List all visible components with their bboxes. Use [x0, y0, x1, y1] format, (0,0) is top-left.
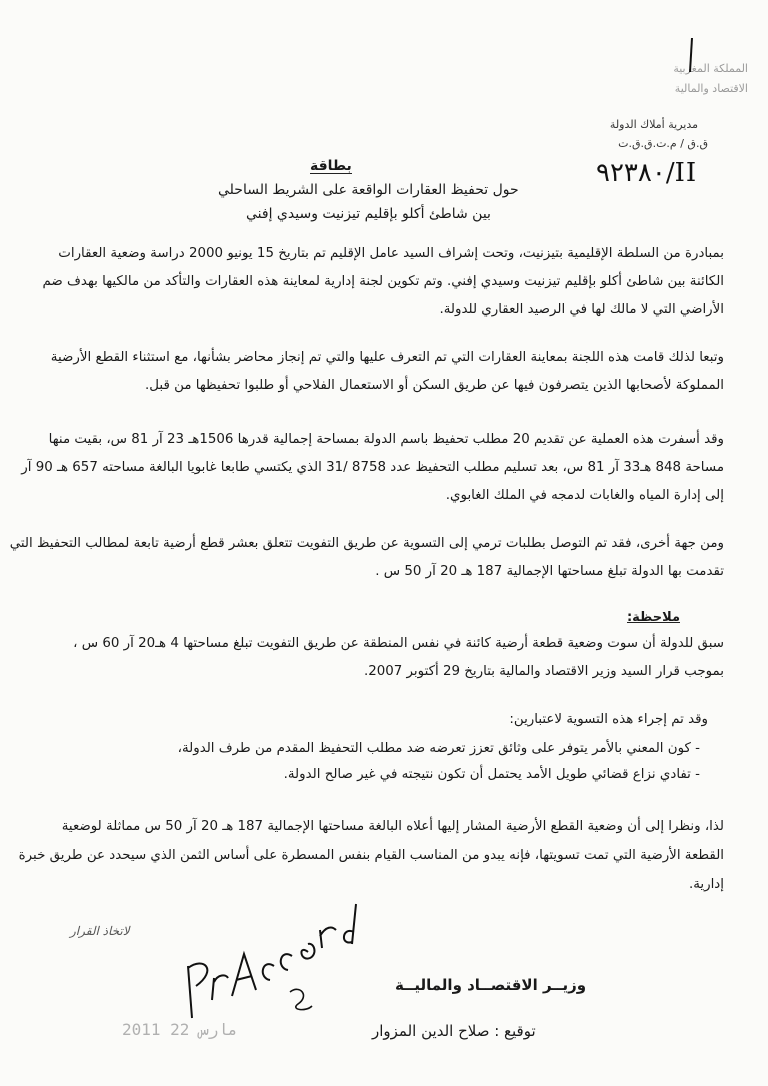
- header-stamp: [598, 62, 748, 106]
- reference-number: ٩٢٣٨٠/II: [596, 158, 698, 188]
- paragraph-commission: [36, 344, 724, 400]
- paragraph-line: إدارية.: [688, 877, 724, 892]
- document-title: بطاقة: [310, 158, 352, 174]
- paragraph-line: الأراضي التي لا مالك لها في الرصيد العقاري للدولة.: [439, 302, 724, 317]
- handwritten-approval-signature: [170, 900, 410, 1030]
- paragraph-line: الكائنة بين شاطئ أكلو بإقليم تيزنيت وسيدي إفني. وتم تكوين لجنة إدارية لمعاينة هذه العقارات والتأكد من مالكيها بهدف ضم: [42, 274, 724, 289]
- list-item: - كون المعني بالأمر يتوفر على وثائق تعزز تعرضه ضد مطلب التحفيظ المقدم من طرف الدولة،: [177, 741, 700, 756]
- paragraph-results: [21, 426, 724, 510]
- paragraph-line: تقدمت بها الدولة تبلغ مساحتها الإجمالية 187 هـ 20 آر 50 س .: [375, 564, 724, 579]
- paragraph-line: وقد أسفرت هذه العملية عن تقديم 20 مطلب تحفيظ باسم الدولة بمساحة إجمالية قدرها 1506هـ 23 آر 81 س، بقيت منها: [48, 432, 724, 447]
- decision-label: لاتخاذ القرار: [70, 924, 130, 938]
- paragraph-line: وتبعا لذلك قامت هذه اللجنة بمعاينة العقارات التي تم التعرف عليها والتي تم إنجاز محاضر بشأنها، مع استثناء القطع الأرضية: [50, 350, 724, 365]
- corner-pen-mark: [683, 36, 699, 76]
- paragraph-line: بمبادرة من السلطة الإقليمية بتيزنيت، وتحت إشراف السيد عامل الإقليم تم بتاريخ 15 يونيو 2000 دراسة وضعية العقارات: [58, 246, 724, 261]
- document-subtitle-line2: بين شاطئ أكلو بإقليم تيزنيت وسيدي إفني: [246, 206, 491, 222]
- document-subtitle-line1: حول تحفيظ العقارات الواقعة على الشريط الساحلي: [218, 182, 519, 198]
- paragraph-note: [36, 630, 724, 686]
- department-name: مديرية أملاك الدولة: [609, 118, 698, 131]
- paragraph-line: إلى إدارة المياه والغابات لدمجه في الملك الغابوي.: [445, 488, 724, 503]
- list-item: - تفادي نزاع قضائي طويل الأمد يحتمل أن تكون نتيجته في غير صالح الدولة.: [283, 767, 700, 782]
- received-date-stamp: 2011 مارس 22: [122, 1020, 238, 1039]
- signatory-name: توقيع : صلاح الدين المزوار: [372, 1022, 536, 1040]
- paragraph-line: مساحة 848 هـ33 آر 81 س، بعد تسليم مطلب التحفيظ عدد 8758 /31 الذي يكتسي طابعا غابويا البالغة مساحته 657 هـ 90 آر: [21, 460, 724, 475]
- note-label: ملاحظة:: [626, 610, 680, 625]
- department-code: ق.ق / م.ت.ق.ق.ت: [618, 137, 708, 150]
- header-stamp-line1: المملكة المغربية: [673, 62, 748, 75]
- paragraph-line: بموجب قرار السيد وزير الاقتصاد والمالية بتاريخ 29 أكتوبر 2007.: [363, 664, 724, 679]
- paragraph-line: القطعة الأرضية التي تمت تسويتها، فإنه يبدو من المناسب القيام بنفس المسطرة على أساس الثمن الذي سيحدد عن طريق خبرة: [18, 848, 724, 863]
- paragraph-initiative: [36, 240, 724, 324]
- considerations-list: [178, 736, 700, 788]
- paragraph-line: المملوكة لأصحابها الذين يتصرفون فيها عن طريق السكن أو الاستعمال الفلاحي أو طلبوا تحفيظها من قبل.: [145, 378, 724, 393]
- paragraph-line: سبق للدولة أن سوت وضعية قطعة أرضية كائنة في نفس المنطقة عن طريق التفويت تبلغ مساحتها 4 هـ20 آر 60 س ،: [73, 636, 724, 651]
- paragraph-line: ومن جهة أخرى، فقد تم التوصل بطلبات ترمي إلى التسوية عن طريق التفويت تتعلق بعشر قطع أرضية تابعة لمطالب التحفيظ التي: [9, 536, 724, 551]
- paragraph-conclusion: [18, 812, 724, 899]
- paragraph-requests: [9, 530, 724, 586]
- header-stamp-line2: الاقتصاد والمالية: [674, 82, 748, 95]
- minister-title: وزيــر الاقتصــاد والماليــة: [395, 976, 587, 994]
- paragraph-considerations-intro: وقد تم إجراء هذه التسوية لاعتبارين:: [509, 712, 708, 727]
- paragraph-line: لذا، ونظرا إلى أن وضعية القطع الأرضية المشار إليها أعلاه البالغة مساحتها الإجمالية 187 هـ 20 آر 50 س مماثلة لوضعية: [61, 819, 724, 834]
